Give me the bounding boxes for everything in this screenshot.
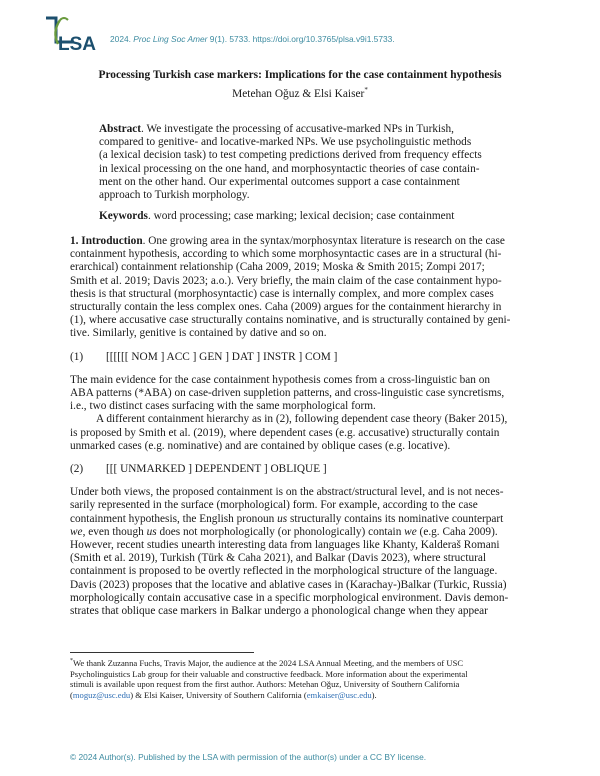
journal-citation (110, 34, 395, 44)
abstract (99, 123, 509, 202)
footnote-mark: * (70, 658, 73, 665)
journal-header (44, 14, 564, 54)
body-line: A different containment hierarchy as in (2), following dependent case theory (Baker 2015), (96, 413, 508, 426)
text-run: structurally contains its nominative counterpart (287, 512, 504, 525)
body-line: However, recent studies unearth interesting data from languages like Khanty, Kalderaš Romani (70, 539, 500, 552)
example-text: [[[[[[ NOM ] ACC ] GEN ] DAT ] INSTR ] COM ] (106, 350, 338, 363)
abstract-label: Abstract (99, 123, 142, 135)
body-line: sarily represented in the surface (morphological) form. For example, according to the case (70, 499, 478, 512)
author-names: Metehan Oğuz & Elsi Kaiser (232, 88, 365, 100)
footnote-line: We thank Zuzanna Fuchs, Travis Major, the audience at the 2024 LSA Annual Meeting, and the members of USC (73, 658, 464, 668)
text-run: ( (70, 689, 73, 700)
body-line: i.e., two distinct cases surfacing with the same morphological form. (70, 400, 376, 413)
body-line: Under both views, the proposed containment is on the abstract/structural level, and is not neces- (70, 486, 504, 499)
example-text: [[[ UNMARKED ] DEPENDENT ] OBLIQUE ] (106, 463, 327, 476)
text-run: ) & Elsi Kaiser, University of Southern California ( (130, 689, 307, 700)
abstract-line: (a lexical decision task) to test competing predictions derived from frequency effects (99, 149, 482, 162)
body-line: containment hypothesis, according to which some morphosyntactic cases are in a structural (hi- (70, 248, 502, 261)
body-line (70, 513, 542, 526)
logo-text: LSA (58, 34, 96, 52)
italic-word: us (277, 512, 288, 525)
email-link-kaiser[interactable]: emkaiser@usc.edu (306, 689, 372, 700)
body-line: unmarked cases (e.g. nominative) and are contained by oblique cases (e.g. locative). (70, 439, 451, 452)
text-run: does not morphologically (or phonologically) contain (156, 525, 405, 538)
text-run: ). (371, 689, 377, 700)
footnote-line (70, 690, 550, 701)
body-line: erarchical) containment relationship (Caha 2009, 2019; Moska & Smith 2015; Zompi 2017; (70, 261, 485, 274)
body-line: . One growing area in the syntax/morphosyntax literature is research on the case (142, 235, 505, 247)
body-line: morphologically contain accusative case in a specific morphological environment. Davis demon- (70, 591, 509, 604)
example-number: (2) (70, 463, 84, 476)
abstract-line: . We investigate the processing of accusative-marked NPs in Turkish, (141, 123, 454, 135)
text-run: (e.g. Caha 2009). (416, 525, 498, 538)
abstract-line: in lexical processing on the one hand, and morphosyntactic theories of case contain- (99, 162, 480, 175)
abstract-line: ment on the other hand. Our experimental outcomes support a case containment (99, 175, 460, 188)
body-line: Smith et al. 2019; Davis 2023; a.o.). Very briefly, the main claim of the case containment hypo- (70, 274, 502, 287)
keywords-label: Keywords (99, 210, 148, 222)
author-footnote-mark[interactable]: * (364, 86, 368, 95)
body-line: (1), where accusative case structurally contains nominative, and is structurally contained by geni- (70, 314, 511, 327)
journal-doi[interactable]: 9(1). 5733. https://doi.org/10.3765/plsa.v9i1.5733. (209, 34, 395, 44)
body-line: structurally contain the less complex ones. Caha (2009) argues for the containment hierarchy in (70, 301, 502, 314)
body-line: thesis is that structural (morphosyntactic) case is internally complex, and more complex cases (70, 287, 494, 300)
body-line (70, 526, 542, 539)
abstract-line: approach to Turkish morphology. (99, 189, 250, 202)
body-line: The main evidence for the case containment hypothesis comes from a cross-linguistic ban on (70, 373, 491, 386)
body-line: containment is proposed to be overtly reflected in the morphological structure of the language. (70, 565, 498, 578)
paper-authors (40, 88, 560, 100)
keywords-text: . word processing; case marking; lexical decision; case containment (147, 210, 455, 222)
body-line: strates that oblique case markers in Balkar undergo a phonological change when they appear (70, 605, 488, 618)
text-run: , even though (82, 525, 147, 538)
footnote-line: Psycholinguistics Lab group for their valuable and constructive feedback. More information about the experimental (70, 668, 468, 679)
italic-word: us (146, 525, 157, 538)
footnote-line: stimuli is available upon request from the first author. Authors: Metehan Oğuz, University of Southern California (70, 679, 460, 690)
text-run: containment hypothesis, the English pronoun (70, 512, 278, 525)
section-heading: 1. Introduction (70, 235, 143, 247)
footnote (70, 658, 550, 700)
body-text (70, 235, 542, 618)
keywords (99, 210, 519, 222)
email-link-oguz[interactable]: moguz@usc.edu (72, 689, 131, 700)
copyright-notice: © 2024 Author(s). Published by the LSA with permission of the author(s) under a CC BY license. (70, 752, 427, 762)
body-line: (Smith et al. 2019), Turkish (Türk & Caha 2021), and Balkar (Davis 2023), where structural (70, 552, 487, 565)
abstract-line: compared to genitive- and locative-marked NPs. We use psycholinguistic methods (99, 136, 472, 149)
journal-name: Proc Ling Soc Amer (133, 34, 208, 44)
paper-title: Processing Turkish case markers: Implications for the case containment hypothesis (98, 69, 502, 81)
footnote-divider (70, 652, 254, 653)
example-2 (70, 463, 542, 476)
italic-word: we (404, 525, 417, 538)
journal-year: 2024. (110, 34, 131, 44)
body-line: ABA patterns (*ABA) on case-driven suppletion patterns, and cross-linguistic case syncretisms, (70, 387, 505, 400)
lsa-logo (44, 14, 106, 52)
body-line: Davis (2023) proposes that the locative and ablative cases in (Karachay-)Balkar (Turkic, Russia) (70, 578, 507, 591)
body-line: tive. Similarly, genitive is contained by dative and so on. (70, 327, 327, 340)
example-number: (1) (70, 350, 84, 363)
example-1 (70, 351, 542, 364)
body-line: is proposed by Smith et al. (2019), where dependent cases (e.g. accusative) structurally contain (70, 426, 500, 439)
italic-word: we (70, 525, 83, 538)
